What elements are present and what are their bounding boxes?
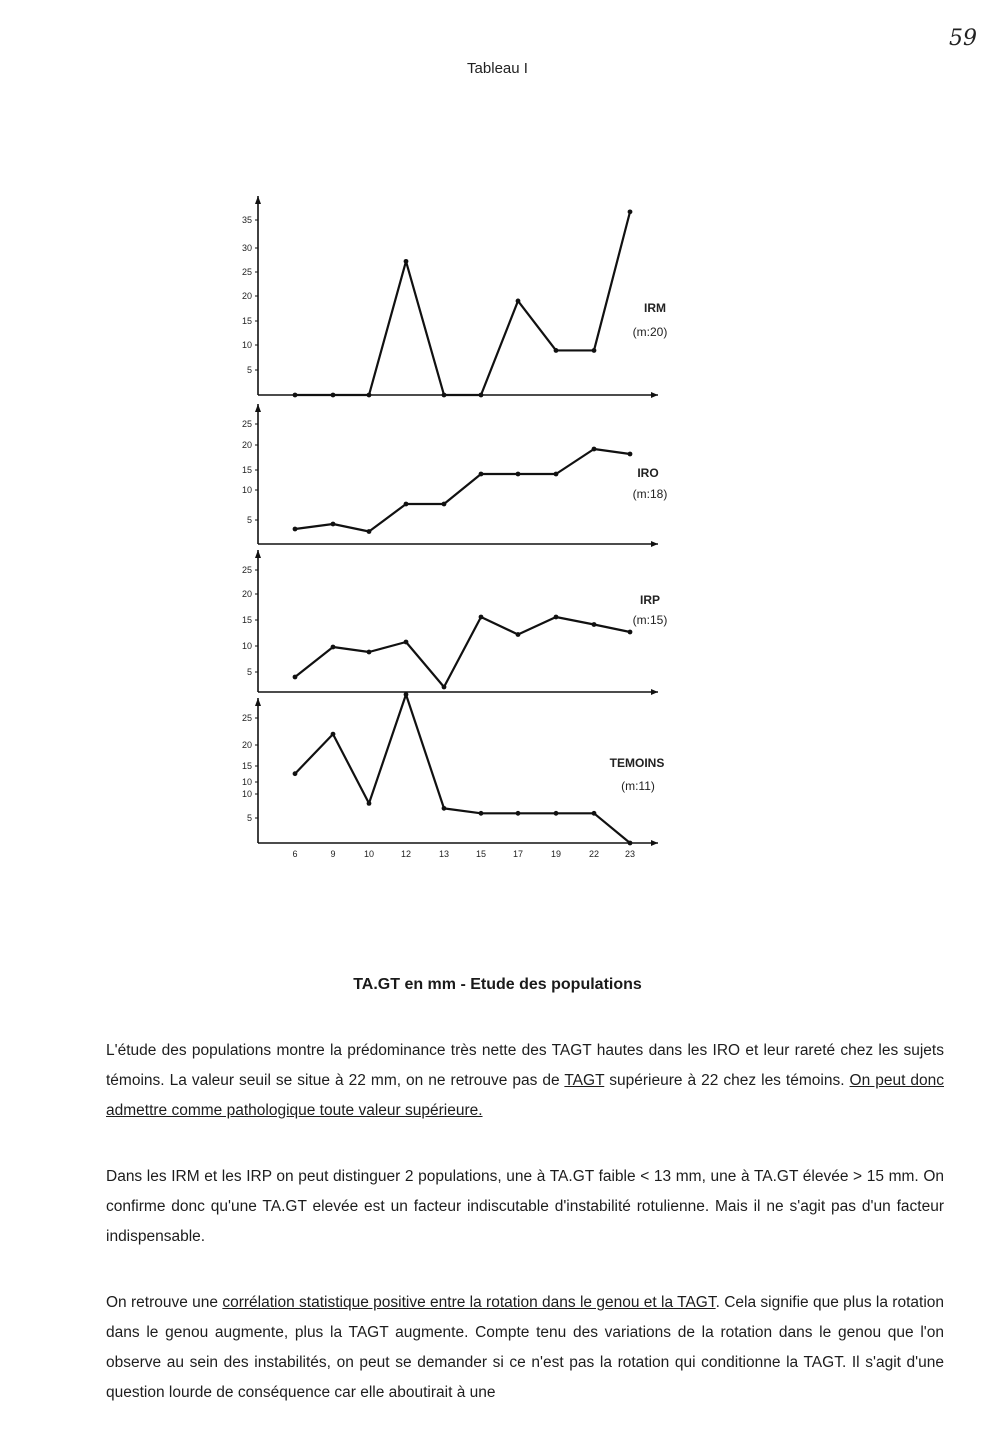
- series-label: IRP: [639, 593, 661, 607]
- y-axis-arrow-icon: [255, 550, 261, 558]
- series-line-irm: [295, 212, 630, 395]
- y-tick-label: 20: [241, 440, 252, 450]
- series-mean-label: (m:20): [632, 325, 668, 339]
- data-point: [592, 348, 597, 353]
- x-tick-label: 6: [292, 849, 298, 859]
- series-mean-label: (m:18): [632, 487, 668, 501]
- series-label: TEMOINS: [609, 756, 665, 770]
- y-tick-label: 5: [246, 365, 252, 375]
- data-point: [479, 393, 484, 398]
- y-tick-label: 25: [241, 419, 252, 429]
- paragraph-3: [106, 1288, 944, 1408]
- series-line-temoins: [295, 695, 630, 844]
- data-point: [628, 630, 633, 635]
- y-tick-label: 10: [241, 340, 252, 350]
- data-point: [331, 645, 336, 650]
- y-tick-label: 20: [241, 740, 252, 750]
- x-tick-label: 22: [588, 849, 600, 859]
- data-point: [404, 640, 409, 645]
- y-tick-label: 10: [241, 641, 252, 651]
- data-point: [293, 675, 298, 680]
- y-tick-label: 15: [241, 316, 252, 326]
- x-axis-arrow-icon: [651, 689, 658, 695]
- data-point: [516, 811, 521, 816]
- y-tick-label: 10: [241, 485, 252, 495]
- y-tick-label: 15: [241, 761, 252, 771]
- paragraph-1-underline-a: TAGT: [564, 1072, 605, 1089]
- y-axis-arrow-icon: [255, 404, 261, 412]
- x-tick-label: 9: [330, 849, 336, 859]
- paragraph-1-text-b: supérieure à 22 chez les témoins.: [604, 1072, 850, 1089]
- series-line-irp: [295, 617, 630, 687]
- data-point: [554, 472, 559, 477]
- y-axis-arrow-icon: [255, 698, 261, 706]
- data-point: [592, 447, 597, 452]
- x-tick-label: 12: [400, 849, 412, 859]
- data-point: [293, 771, 298, 776]
- data-point: [367, 650, 372, 655]
- data-point: [479, 472, 484, 477]
- x-tick-label: 19: [550, 849, 562, 859]
- y-tick-label: 15: [241, 615, 252, 625]
- y-tick-label: 20: [241, 291, 252, 301]
- data-point: [293, 393, 298, 398]
- data-point: [628, 209, 633, 214]
- data-point: [442, 502, 447, 507]
- data-point: [442, 806, 447, 811]
- page-title: Tableau I: [467, 60, 528, 77]
- x-tick-label: 13: [438, 849, 450, 859]
- paragraph-3-text-b: . Cela signifie que plus la rotation dans le genou augmente, plus la TAGT augmente. Compte tenu des variations de la rotation dans le genou que l'on observe au sein des instabilités, on peut se demander si ce n'est pas la rotation qui conditionne la TAGT. Il s'agit d'une question lourde de conséquence car elle aboutirait à une: [106, 1294, 945, 1401]
- series-label: IRO: [637, 466, 659, 480]
- data-point: [592, 811, 597, 816]
- figure-caption: TA.GT en mm - Etude des populations: [353, 976, 642, 993]
- series-mean-label: (m:11): [621, 779, 655, 793]
- y-tick-label: 20: [241, 589, 252, 599]
- data-point: [367, 801, 372, 806]
- data-point: [516, 632, 521, 637]
- data-point: [516, 472, 521, 477]
- data-point: [293, 527, 298, 532]
- paragraph-1: [106, 1036, 944, 1126]
- y-tick-label: 25: [241, 267, 252, 277]
- series-mean-label: (m:15): [632, 613, 668, 627]
- data-point: [628, 452, 633, 457]
- data-point: [554, 348, 559, 353]
- data-point: [442, 393, 447, 398]
- data-point: [367, 393, 372, 398]
- data-point: [479, 811, 484, 816]
- data-point: [628, 841, 633, 846]
- y-tick-label: 10: [241, 789, 252, 799]
- y-tick-label: 15: [241, 465, 252, 475]
- data-point: [479, 615, 484, 620]
- paragraph-3-underline: corrélation statistique positive entre la rotation dans le genou et la TAGT: [222, 1294, 716, 1311]
- x-tick-label: 10: [363, 849, 375, 859]
- data-point: [404, 259, 409, 264]
- y-tick-label: 5: [246, 813, 252, 823]
- y-tick-label: 35: [241, 215, 252, 225]
- x-tick-label: 15: [475, 849, 487, 859]
- data-point: [331, 732, 336, 737]
- y-tick-label: 25: [241, 713, 252, 723]
- x-axis-arrow-icon: [651, 840, 658, 846]
- paragraph-2: Dans les IRM et les IRP on peut distinguer 2 populations, une à TA.GT faible < 13 mm, une à TA.GT élevée > 15 mm. On confirme donc qu'une TA.GT elevée est un facteur indiscutable d'instabilité rotulienne. Mais il ne s'agit pas d'un facteur indispensable.: [106, 1168, 944, 1245]
- page-number: 59: [949, 26, 977, 51]
- series-label: IRM: [644, 301, 666, 315]
- data-point: [331, 522, 336, 527]
- series-line-iro: [295, 449, 630, 532]
- data-point: [592, 622, 597, 627]
- x-axis-arrow-icon: [651, 392, 658, 398]
- data-point: [367, 529, 372, 534]
- data-point: [554, 615, 559, 620]
- data-point: [404, 502, 409, 507]
- x-axis-arrow-icon: [651, 541, 658, 547]
- data-point: [404, 692, 409, 697]
- y-tick-label: 10: [241, 777, 252, 787]
- paragraph-1-underline-b: On peut donc admettre comme pathologique toute valeur supérieure.: [106, 1072, 944, 1119]
- data-point: [331, 393, 336, 398]
- paragraph-3-text-a: On retrouve une: [106, 1294, 223, 1311]
- y-tick-label: 30: [241, 243, 252, 253]
- data-point: [554, 811, 559, 816]
- x-tick-label: 23: [624, 849, 636, 859]
- data-point: [442, 685, 447, 690]
- paragraph-1-text-a: L'étude des populations montre la prédominance très nette des TAGT hautes dans les IRO et leur rareté chez les sujets témoins. La valeur seuil se situe à 22 mm, on ne retrouve pas de: [106, 1042, 944, 1089]
- y-axis-arrow-icon: [255, 196, 261, 204]
- data-point: [516, 299, 521, 304]
- y-tick-label: 5: [246, 667, 252, 677]
- x-tick-label: 17: [512, 849, 524, 859]
- y-tick-label: 5: [246, 515, 252, 525]
- y-tick-label: 25: [241, 565, 252, 575]
